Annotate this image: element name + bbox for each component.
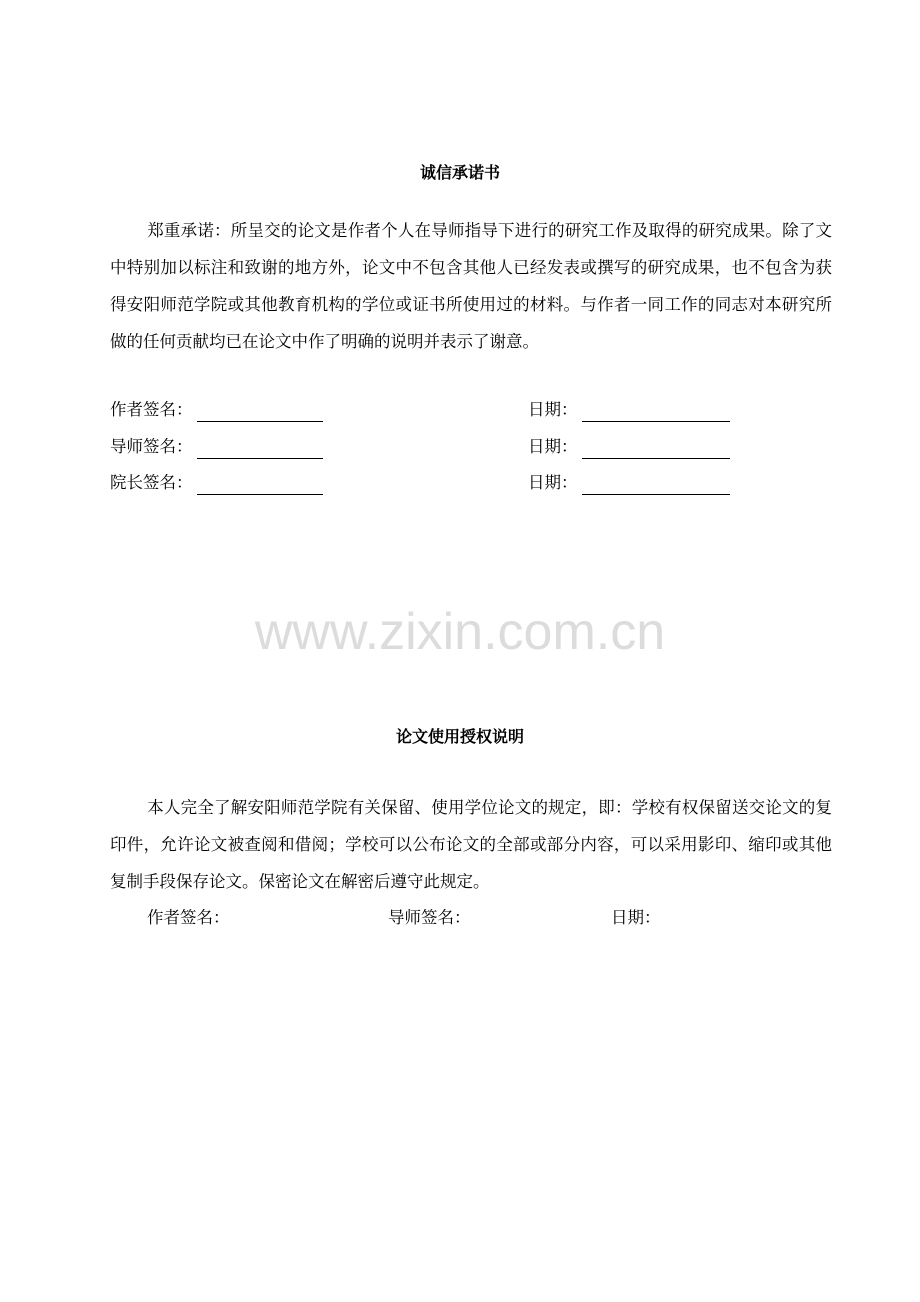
watermark: www.zixin.com.cn xyxy=(254,603,666,661)
authorization-body-text: 本人完全了解安阳师范学院有关保留、使用学位论文的规定，即：学校有权保留送交论文的复印件，允许论文被查阅和借阅；学校可以公布论文的全部或部分内容，可以采用影印、缩印或其他复制手段保存论文。保密论文在解密后遵守此规定。 xyxy=(110,798,832,891)
authorization-body xyxy=(110,789,832,900)
authorization-advisor-signature: 导师签名： xyxy=(388,908,471,927)
authorization-date: 日期： xyxy=(611,908,661,927)
dean-date-line xyxy=(582,476,730,495)
authorization-author-signature: 作者签名： xyxy=(147,908,230,927)
author-signature-line xyxy=(197,403,323,422)
pledge-body-text: 郑重承诺：所呈交的论文是作者个人在导师指导下进行的研究工作及取得的研究成果。除了文中特别加以标注和致谢的地方外，论文中不包含其他人已经发表或撰写的研究成果，也不包含为获得安阳师范学院或其他教育机构的学位或证书所使用过的材料。与作者一同工作的同志对本研究所做的任何贡献均已在论文中作了明确的说明并表示了谢意。 xyxy=(110,221,832,351)
dean-signature-label: 院长签名： xyxy=(110,473,193,492)
author-signature-label: 作者签名： xyxy=(110,400,193,419)
advisor-date-line xyxy=(582,440,730,459)
dean-signature-line xyxy=(197,476,323,495)
advisor-date-label: 日期： xyxy=(528,437,578,456)
authorization-title: 论文使用授权说明 xyxy=(395,727,524,746)
dean-date-row xyxy=(528,471,730,495)
author-date-row xyxy=(528,398,730,422)
author-signature-row xyxy=(110,398,323,422)
dean-signature-row xyxy=(110,471,323,495)
author-date-label: 日期： xyxy=(528,400,578,419)
advisor-signature-row xyxy=(110,435,323,459)
author-date-line xyxy=(582,403,730,422)
advisor-signature-label: 导师签名： xyxy=(110,437,193,456)
pledge-body xyxy=(110,212,832,360)
advisor-date-row xyxy=(528,435,730,459)
dean-date-label: 日期： xyxy=(528,473,578,492)
pledge-title: 诚信承诺书 xyxy=(419,163,500,182)
advisor-signature-line xyxy=(197,440,323,459)
